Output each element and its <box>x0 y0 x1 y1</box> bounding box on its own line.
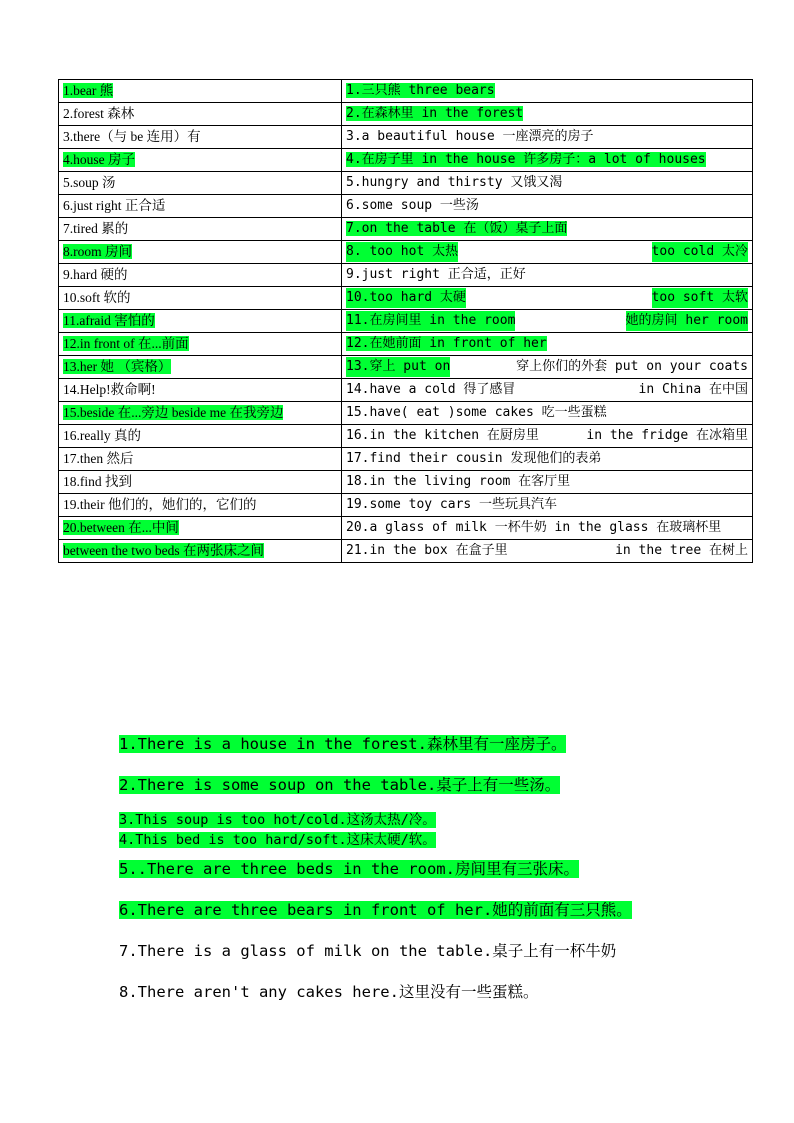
table-row <box>59 126 753 149</box>
example-sentence <box>119 979 759 1005</box>
vocabulary-table <box>58 79 753 563</box>
cell-text: 18.in the living room 在客厅里 <box>346 474 571 489</box>
sentence-text: 3.This soup is too hot/cold.这汤太热/冷。 <box>119 812 436 828</box>
vocab-phrase-cell <box>342 471 753 494</box>
table-row <box>59 80 753 103</box>
table-row <box>59 471 753 494</box>
cell-text: 13.her 她 （宾格） <box>63 359 172 374</box>
table-row <box>59 195 753 218</box>
table-row <box>59 402 753 425</box>
vocab-phrase-cell <box>342 310 753 333</box>
cell-text: 7.tired 累的 <box>63 221 129 236</box>
vocab-phrase-cell <box>342 218 753 241</box>
example-sentence <box>119 810 759 830</box>
cell-text: 3.there（与 be 连用）有 <box>63 129 201 144</box>
vocab-phrase-cell <box>342 149 753 172</box>
sentence-text: 4.This bed is too hard/soft.这床太硬/软。 <box>119 832 436 848</box>
vocab-phrase-cell <box>342 448 753 471</box>
cell-text: 6.some soup 一些汤 <box>346 198 479 213</box>
vocab-word-cell <box>59 172 342 195</box>
vocab-word-cell <box>59 425 342 448</box>
table-row <box>59 287 753 310</box>
cell-text: 4.在房子里 in the house 许多房子：a lot of houses <box>346 152 706 167</box>
vocab-phrase-cell <box>342 356 753 379</box>
vocab-phrase-cell <box>342 379 753 402</box>
vocab-word-cell <box>59 448 342 471</box>
table-row <box>59 540 753 563</box>
cell-text: 15.have( eat )some cakes 吃一些蛋糕 <box>346 405 607 420</box>
cell-text: 20.a glass of milk 一杯牛奶 in the glass 在玻璃杯里 <box>346 520 722 535</box>
cell-text: 8.room 房间 <box>63 244 132 259</box>
cell-text: 19.some toy cars 一些玩具汽车 <box>346 497 558 512</box>
cell-text: 18.find 找到 <box>63 474 132 489</box>
cell-text: 14.Help!救命啊! <box>63 382 156 397</box>
cell-text: 10.too hard 太硬 <box>346 288 466 308</box>
phrase-group <box>346 357 748 377</box>
phrase-group <box>346 380 748 400</box>
phrase-group <box>346 242 748 262</box>
cell-text: 3.a beautiful house 一座漂亮的房子 <box>346 129 594 144</box>
vocab-phrase-cell <box>342 195 753 218</box>
table-row <box>59 218 753 241</box>
vocab-word-cell <box>59 195 342 218</box>
cell-text: 6.just right 正合适 <box>63 198 166 213</box>
cell-text: 15.beside 在...旁边 beside me 在我旁边 <box>63 405 284 420</box>
phrase-group <box>346 311 748 331</box>
vocab-word-cell <box>59 149 342 172</box>
cell-text: 4.house 房子 <box>63 152 135 167</box>
table-row <box>59 333 753 356</box>
example-sentence <box>119 856 759 882</box>
cell-text: 9.just right 正合适，正好 <box>346 267 526 282</box>
vocab-phrase-cell <box>342 402 753 425</box>
table-row <box>59 310 753 333</box>
example-sentences <box>119 731 759 1005</box>
table-row <box>59 448 753 471</box>
cell-text: 13.穿上 put on <box>346 357 450 377</box>
cell-text: in China 在中国 <box>638 382 748 397</box>
cell-text: in the tree 在树上 <box>615 543 748 558</box>
cell-text: 1.bear 熊 <box>63 83 114 98</box>
cell-text: 2.在森林里 in the forest <box>346 106 524 121</box>
table-row <box>59 264 753 287</box>
vocab-word-cell <box>59 540 342 563</box>
phrase-group <box>346 426 748 446</box>
vocab-word-cell <box>59 218 342 241</box>
sentence-text: 7.There is a glass of milk on the table.桌子上有一杯牛奶 <box>119 942 617 960</box>
table-row <box>59 103 753 126</box>
example-sentence <box>119 897 759 923</box>
vocab-word-cell <box>59 333 342 356</box>
vocab-word-cell <box>59 494 342 517</box>
sentence-text: 5..There are three beds in the room.房间里有三张床。 <box>119 860 579 878</box>
table-row <box>59 172 753 195</box>
vocab-word-cell <box>59 126 342 149</box>
cell-text: 5.soup 汤 <box>63 175 116 190</box>
cell-text: in the fridge 在冰箱里 <box>586 428 748 443</box>
cell-text: 14.have a cold 得了感冒 <box>346 382 516 397</box>
cell-text: 8. too hot 太热 <box>346 242 458 262</box>
example-sentence <box>119 772 759 798</box>
vocab-phrase-cell <box>342 425 753 448</box>
phrase-group <box>346 541 748 561</box>
cell-text: 16.really 真的 <box>63 428 141 443</box>
cell-text: 11.afraid 害怕的 <box>63 313 155 328</box>
vocab-word-cell <box>59 517 342 540</box>
vocab-phrase-cell <box>342 80 753 103</box>
vocab-word-cell <box>59 103 342 126</box>
cell-text: 20.between 在...中间 <box>63 520 179 535</box>
cell-text: 12.在她前面 in front of her <box>346 336 547 351</box>
table-row <box>59 356 753 379</box>
phrase-group <box>346 288 748 308</box>
sentence-text: 2.There is some soup on the table.桌子上有一些汤。 <box>119 776 561 794</box>
table-row <box>59 425 753 448</box>
vocab-phrase-cell <box>342 287 753 310</box>
cell-text: 1.三只熊 three bears <box>346 83 495 98</box>
vocab-phrase-cell <box>342 264 753 287</box>
cell-text: between the two beds 在两张床之间 <box>63 543 264 558</box>
vocab-phrase-cell <box>342 333 753 356</box>
vocab-phrase-cell <box>342 517 753 540</box>
cell-text: 11.在房间里 in the room <box>346 311 515 331</box>
vocab-phrase-cell <box>342 172 753 195</box>
example-sentence <box>119 938 759 964</box>
vocab-word-cell <box>59 80 342 103</box>
cell-text: 21.in the box 在盒子里 <box>346 543 508 558</box>
sentence-text: 6.There are three bears in front of her.她的前面有三只熊。 <box>119 901 632 919</box>
cell-text: 她的房间 her room <box>626 311 748 331</box>
vocab-phrase-cell <box>342 540 753 563</box>
vocab-phrase-cell <box>342 241 753 264</box>
cell-text: 17.then 然后 <box>63 451 134 466</box>
vocabulary-table-body <box>59 80 753 563</box>
table-row <box>59 517 753 540</box>
example-sentence <box>119 731 759 757</box>
cell-text: 2.forest 森林 <box>63 106 135 121</box>
vocab-word-cell <box>59 287 342 310</box>
vocab-word-cell <box>59 241 342 264</box>
vocab-phrase-cell <box>342 103 753 126</box>
table-row <box>59 494 753 517</box>
vocab-word-cell <box>59 356 342 379</box>
cell-text: 7.on the table 在（饭）桌子上面 <box>346 221 568 236</box>
cell-text: 9.hard 硬的 <box>63 267 128 282</box>
vocab-word-cell <box>59 471 342 494</box>
cell-text: 12.in front of 在...前面 <box>63 336 189 351</box>
cell-text: too soft 太软 <box>652 288 748 308</box>
cell-text: too cold 太冷 <box>652 242 748 262</box>
cell-text: 穿上你们的外套 put on your coats <box>516 359 748 374</box>
vocab-phrase-cell <box>342 494 753 517</box>
vocab-word-cell <box>59 402 342 425</box>
cell-text: 17.find their cousin 发现他们的表弟 <box>346 451 602 466</box>
table-row <box>59 149 753 172</box>
table-row <box>59 379 753 402</box>
example-sentence <box>119 830 759 850</box>
vocab-word-cell <box>59 310 342 333</box>
cell-text: 16.in the kitchen 在厨房里 <box>346 428 539 443</box>
vocab-word-cell <box>59 379 342 402</box>
sentence-text: 8.There aren't any cakes here.这里没有一些蛋糕。 <box>119 983 539 1001</box>
vocab-phrase-cell <box>342 126 753 149</box>
vocab-word-cell <box>59 264 342 287</box>
sentence-text: 1.There is a house in the forest.森林里有一座房子。 <box>119 735 567 753</box>
cell-text: 10.soft 软的 <box>63 290 131 305</box>
cell-text: 5.hungry and thirsty 又饿又渴 <box>346 175 563 190</box>
table-row <box>59 241 753 264</box>
cell-text: 19.their 他们的，她们的，它们的 <box>63 497 257 512</box>
